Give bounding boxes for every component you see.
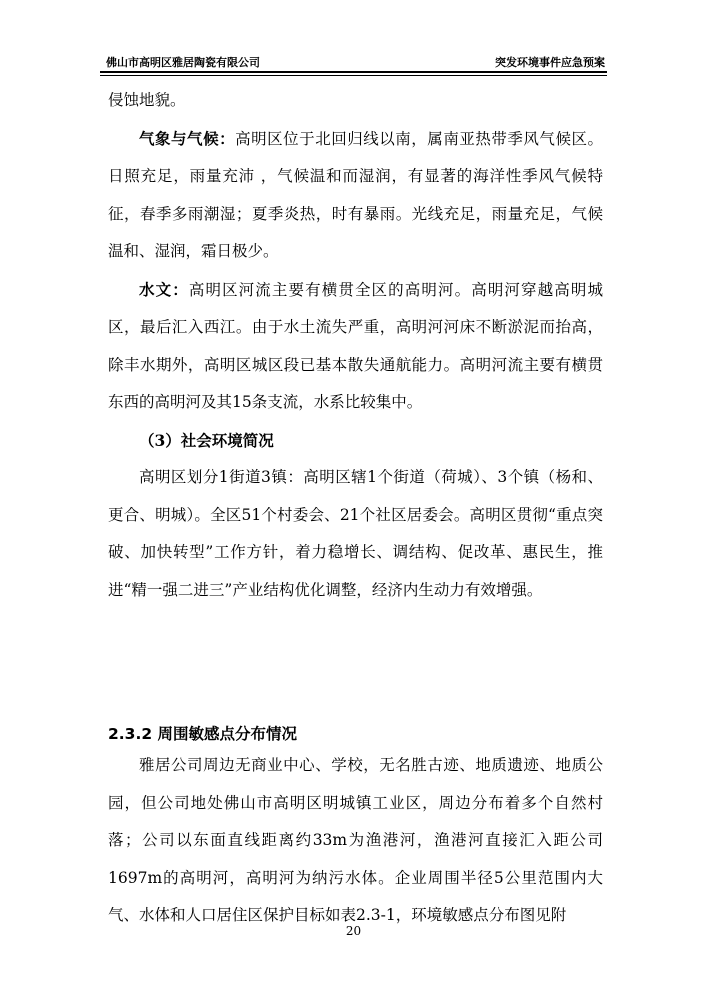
header-rule-thick — [100, 71, 607, 73]
paragraph-erosion: 侵蚀地貌。 — [108, 91, 186, 109]
climate-text: 高明区位于北回归线以南，属南亚热带季风气候区。日照充足，雨量充沛 ，气候温和而湿润，有显著的海洋性季风气候特征，春季多雨潮湿；夏季炎热，时有暴雨。光线充足，雨量充足，气候温和、湿润，霜日极少。 — [108, 129, 603, 260]
hydrology-label: 水文： — [139, 279, 189, 299]
hydrology-text: 高明区河流主要有横贯全区的高明河。高明河穿越高明城区，最后汇入西江。由于水土流失严重，高明河河床不断淤泥而抬高，除丰水期外，高明区城区段已基本散失通航能力。高明河流主要有横贯东西的高明河及其15条支流，水系比较集中。 — [108, 280, 603, 411]
page-number: 20 — [345, 924, 362, 938]
body-block-2 — [108, 747, 603, 935]
page-header — [100, 50, 607, 72]
social-heading: （3）社会环境简况 — [139, 430, 274, 450]
paragraph-sensitive-points: 雅居公司周边无商业中心、学校，无名胜古迹、地质遗迹、地质公园，但公司地处佛山市高明区明城镇工业区，周边分布着多个自然村落；公司以东面直线距离约33m为渔港河，渔港河直接汇入距公司1697m的高明河，高明河为纳污水体。企业周围半径5公里范围内大气、水体和人口居住区保护目标如表2.3-1，环境敏感点分布图见附 — [108, 756, 603, 924]
section-heading-2-3-2: 2.3.2 周围敏感点分布情况 — [108, 725, 298, 743]
header-rule-thin — [100, 75, 607, 76]
body-block-1 — [108, 82, 603, 609]
header-doc-title: 突发环境事件应急预案 — [495, 56, 605, 69]
header-company: 佛山市高明区雅居陶瓷有限公司 — [106, 56, 260, 69]
paragraph-hydrology — [108, 271, 603, 422]
paragraph-climate — [108, 120, 603, 271]
climate-label: 气象与气候： — [139, 128, 236, 148]
paragraph-social: 高明区划分1街道3镇：高明区辖1个街道（荷城）、3个镇（杨和、更合、明城）。全区51个村委会、21个社区居委会。高明区贯彻“重点突破、加快转型”工作方针，着力稳增长、调结构、促改革、惠民生，推进“精一强二进三”产业结构优化调整，经济内生动力有效增强。 — [108, 468, 603, 599]
